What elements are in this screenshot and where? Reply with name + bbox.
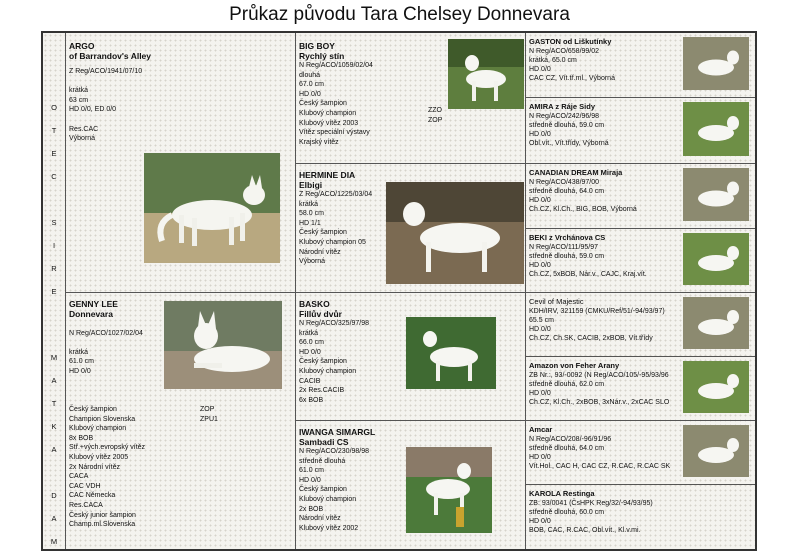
detail-line: Výborná	[69, 135, 96, 143]
detail-line: 66.0 cm	[299, 339, 324, 347]
detail-line: středně dlouhá	[299, 457, 346, 465]
detail-line: Klubový champion	[299, 495, 357, 503]
detail-line: Klubový champion	[299, 367, 357, 375]
grandparent-name: Amazon von Feher Arany	[529, 361, 620, 370]
dam-dam-photo	[406, 447, 492, 533]
detail-line: Klubový vítěz 2002	[299, 524, 359, 532]
detail-line	[69, 115, 151, 125]
dam-name: GENNY LEE	[69, 299, 118, 309]
dam-details	[69, 319, 143, 377]
sire-photo	[144, 153, 280, 263]
title-line: Res.CACA	[69, 501, 103, 509]
title-line: Český šampion	[69, 406, 117, 413]
vertical-letter	[43, 468, 65, 477]
grandparent-detail: HD 0/0	[529, 326, 551, 333]
grandparent-cell	[526, 229, 755, 293]
grandparent-detail: středně dlouhá, 64.0 cm	[529, 188, 605, 195]
grandparent-cell	[526, 357, 755, 421]
grandparent-name: Amcar	[529, 425, 553, 434]
title-line: Český junior šampion	[69, 511, 136, 519]
code-line: ZOP	[428, 116, 443, 124]
vertical-letter: A	[51, 514, 57, 523]
detail-line: krátká	[299, 200, 319, 208]
pedigree-frame	[41, 31, 757, 551]
grandparent-detail: Ch.CZ, Kl.Ch., BIG, BOB, Výborná	[529, 206, 637, 213]
grandparent-detail: Ch.CZ, 5xBOB, Nár.v., CAJC, Kraj.vít.	[529, 271, 647, 278]
grandparent-photo	[683, 297, 749, 349]
grandparent-name: KAROLA Restinga	[529, 489, 595, 498]
page-title: Průkaz původu Tara Chelsey Donnevara	[229, 4, 570, 25]
grandparent-detail: N Reg/ACO/658/99/02	[529, 48, 600, 55]
grandparent-cell	[526, 164, 755, 229]
sire-dam-name: HERMINE DIA	[299, 170, 356, 180]
title-line: CAC Německa	[69, 492, 116, 500]
detail-line: krátká	[69, 348, 89, 356]
grandparent-detail: HD 0/0	[529, 390, 551, 397]
grandparent-detail: N Reg/ACO/242/96/98	[529, 113, 600, 120]
grandparent-name: AMIRA z Ráje Sidy	[529, 102, 595, 111]
dam-sire-details	[299, 319, 369, 405]
sire-sire-name: BIG BOY	[299, 41, 335, 51]
grandparent-detail: N Reg/ACO/111/95/97	[529, 244, 599, 251]
detail-line: N Reg/ACO/1059/02/04	[299, 62, 373, 69]
detail-line: HD 0/0	[299, 476, 321, 484]
grandparent-detail: Vít.Hol., CAC H, CAC CZ, R.CAC, R.CAC SK	[529, 463, 671, 470]
vertical-letter: R	[51, 264, 57, 273]
grandparent-detail: 65.5 cm	[529, 317, 554, 324]
grandparent-detail: středně dlouhá, 60.0 cm	[529, 509, 605, 516]
sire-kennel: of Barrandov's Alley	[69, 51, 152, 61]
grandparent-detail: ZB: 93/0041 (ČsHPK Reg/32/-94/93/95)	[529, 500, 653, 507]
dam-sire-name: BASKO	[299, 299, 330, 309]
detail-line: Z Reg/ACO/1225/03/04	[299, 191, 373, 198]
detail-line: 63 cm	[69, 96, 89, 104]
sire-sire-cell	[296, 33, 526, 164]
code-line: ZPU1	[200, 415, 218, 423]
vertical-letter	[43, 195, 65, 204]
detail-line: 67.0 cm	[299, 81, 324, 89]
grandparent-detail: HD 0/0	[529, 262, 551, 269]
sire-dam-kennel: Elbigi	[299, 180, 323, 190]
dam-codes	[200, 405, 218, 424]
father-vertical-label	[43, 103, 65, 310]
dam-sire-cell	[296, 293, 526, 421]
detail-line: Český šampion	[299, 358, 347, 366]
title-line: Klubový champion	[69, 425, 127, 433]
grandparent-photo	[683, 168, 749, 221]
grandparent-cell	[526, 293, 755, 357]
grandparent-detail: HD 0/0	[529, 131, 551, 138]
code-line: ZZO	[428, 107, 442, 114]
sire-sire-kennel: Rychlý stín	[299, 51, 345, 61]
detail-line: krátká	[299, 329, 319, 337]
vertical-letter: K	[51, 422, 57, 431]
grandparent-detail: Ch.CZ, Ch.SK, CACIB, 2xBOB, Vít.třídy	[529, 335, 653, 342]
grandparent-detail: HD 0/0	[529, 66, 551, 73]
vertical-letter: T	[51, 399, 57, 408]
detail-line: Český šampion	[299, 100, 347, 108]
sire-name: ARGO	[69, 41, 95, 51]
detail-line: dlouhá	[299, 71, 321, 79]
title-line: 8x BOB	[69, 434, 94, 442]
grandparent-cell	[526, 33, 755, 98]
grandparent-photo	[683, 37, 749, 90]
sire-dam-cell	[296, 164, 526, 293]
vertical-letter: C	[51, 172, 57, 181]
detail-line: Klubový champion	[299, 109, 357, 117]
title-line: CACA	[69, 473, 89, 481]
code-line: ZOP	[200, 406, 215, 413]
grandparent-cell	[526, 485, 755, 549]
sire-sire-photo	[448, 39, 524, 109]
vertical-letter: D	[51, 491, 57, 500]
grandparent-detail: Ch.CZ, Kl.Ch., 2xBOB, 3xNár.v., 2xCAC SLO	[529, 399, 670, 406]
sire-details	[69, 67, 151, 144]
grandparent-detail: středně dlouhá, 62.0 cm	[529, 381, 605, 388]
grandparent-detail: HD 0/0	[529, 197, 551, 204]
grandparent-detail: CAC CZ, Vít.tř.ml., Výborná	[529, 75, 615, 82]
detail-line: krátká	[69, 87, 89, 95]
vertical-letter: E	[51, 287, 57, 296]
detail-line: HD 0/0	[299, 348, 321, 356]
detail-line: 61.0 cm	[299, 467, 324, 475]
dam-kennel: Donnevara	[69, 309, 113, 319]
grandparent-cell	[526, 421, 755, 485]
vertical-letter: I	[52, 241, 56, 250]
detail-line: N Reg/ACO/325/97/98	[299, 320, 370, 327]
sire-sire-codes	[428, 106, 442, 125]
title-line: Champion Slovenska	[69, 415, 136, 423]
dam-cell	[66, 293, 296, 549]
grandparent-detail: N Reg/ACO/208/-96/91/96	[529, 436, 612, 443]
grandparent-name: CANADIAN DREAM Miraja	[529, 168, 623, 177]
vertical-letter: T	[51, 126, 57, 135]
vertical-letter: A	[51, 445, 57, 454]
dam-sire-photo	[406, 317, 496, 389]
detail-line: N Reg/ACO/230/98/98	[299, 448, 370, 455]
grandparent-detail: středně dlouhá, 64.0 cm	[529, 445, 605, 452]
sire-dam-details	[299, 190, 372, 267]
grandparent-photo	[683, 425, 749, 477]
detail-line: HD 0/0	[69, 367, 91, 375]
grandparent-detail: středně dlouhá, 59.0 cm	[529, 253, 605, 260]
detail-line: Výborná	[299, 258, 326, 266]
detail-line: CACIB	[299, 377, 321, 385]
dam-dam-kennel: Sambadi CS	[299, 437, 349, 447]
detail-line: 6x BOB	[299, 396, 324, 404]
dam-dam-name: IWANGA SIMARGL	[299, 427, 376, 437]
grandparent-name: GASTON od Liškutínky	[529, 37, 612, 46]
grandparent-detail: HD 0/0	[529, 518, 551, 525]
grandparent-detail: HD 0/0	[529, 454, 551, 461]
detail-line: Res.CAC	[69, 125, 99, 133]
grandparent-cell	[526, 98, 755, 164]
title-line: Champ.ml.Slovenska	[69, 521, 136, 529]
detail-line	[69, 338, 143, 348]
grandparent-photo	[683, 233, 749, 285]
detail-line: Krajský vítěz	[299, 138, 339, 146]
grandparent-photo	[683, 361, 749, 413]
grandparent-detail: krátká, 65.0 cm	[529, 57, 577, 64]
detail-line: Národní vítěz	[299, 515, 341, 523]
grandparent-name: Cevil of Majestic	[529, 297, 584, 306]
detail-line: 2x Res.CACIB	[299, 387, 345, 395]
grandparent-detail: KDH/IRV, 321159 (CMKU/Ref/51/-94/93/97)	[529, 308, 665, 315]
dam-dam-cell	[296, 421, 526, 549]
detail-line: N Reg/ACO/1027/02/04	[69, 329, 143, 337]
detail-line: Z Reg/ACO/1941/07/10	[69, 68, 143, 75]
vertical-letter: O	[51, 103, 57, 112]
vertical-letter: A	[51, 376, 57, 385]
grandparent-detail: BOB, CAC, R.CAC, Obl.vít., Kl.v.mi.	[529, 527, 641, 534]
dam-dam-details	[299, 447, 375, 533]
sire-sire-details	[299, 61, 373, 147]
dam-titles	[69, 405, 145, 530]
detail-line: Klubový vítěz 2003	[299, 119, 359, 127]
detail-line: Národní vítěz	[299, 248, 341, 256]
dam-photo	[164, 301, 282, 389]
vertical-letter: M	[50, 353, 58, 362]
grandparent-detail: ZB Nr.:, 93/-0092 (N Reg/ACO/105/-95/93/96	[529, 372, 669, 379]
vertical-letter: E	[51, 149, 57, 158]
title-line: CAC VDH	[69, 482, 101, 490]
dam-sire-kennel: Fillův dvůr	[299, 309, 342, 319]
detail-line: Český šampion	[299, 229, 347, 237]
detail-line: 61.0 cm	[69, 358, 94, 366]
grandparent-name: BEKI z Vrchánova CS	[529, 233, 606, 242]
detail-line: Klubový champion 05	[299, 238, 366, 246]
vertical-letter: S	[51, 218, 57, 227]
mother-vertical-label	[43, 353, 65, 557]
detail-line: HD 1/1	[299, 219, 321, 227]
detail-line: HD 0/0, ED 0/0	[69, 106, 117, 114]
grandparent-detail: středně dlouhá, 59.0 cm	[529, 122, 605, 129]
grandparent-detail: N Reg/ACO/438/97/00	[529, 179, 600, 186]
detail-line: Český šampion	[299, 486, 347, 494]
grandparent-photo	[683, 102, 749, 156]
title-line: 2x Národní vítěz	[69, 463, 120, 471]
title-line: Stř.+vých.evropský vítěz	[69, 444, 146, 452]
detail-line: HD 0/0	[299, 90, 321, 98]
detail-line: 58.0 cm	[299, 210, 324, 218]
detail-line	[69, 319, 143, 329]
detail-line: Vítěz speciální výstavy	[299, 129, 370, 137]
sire-dam-photo	[386, 182, 524, 284]
grandparent-detail: Obl.vít., Vít.třídy, Výborná	[529, 140, 609, 147]
detail-line	[69, 77, 151, 87]
detail-line: 2x BOB	[299, 505, 324, 513]
title-line: Klubový vítěz 2005	[69, 453, 129, 461]
vertical-letter: M	[50, 537, 58, 546]
sire-cell	[66, 33, 296, 293]
